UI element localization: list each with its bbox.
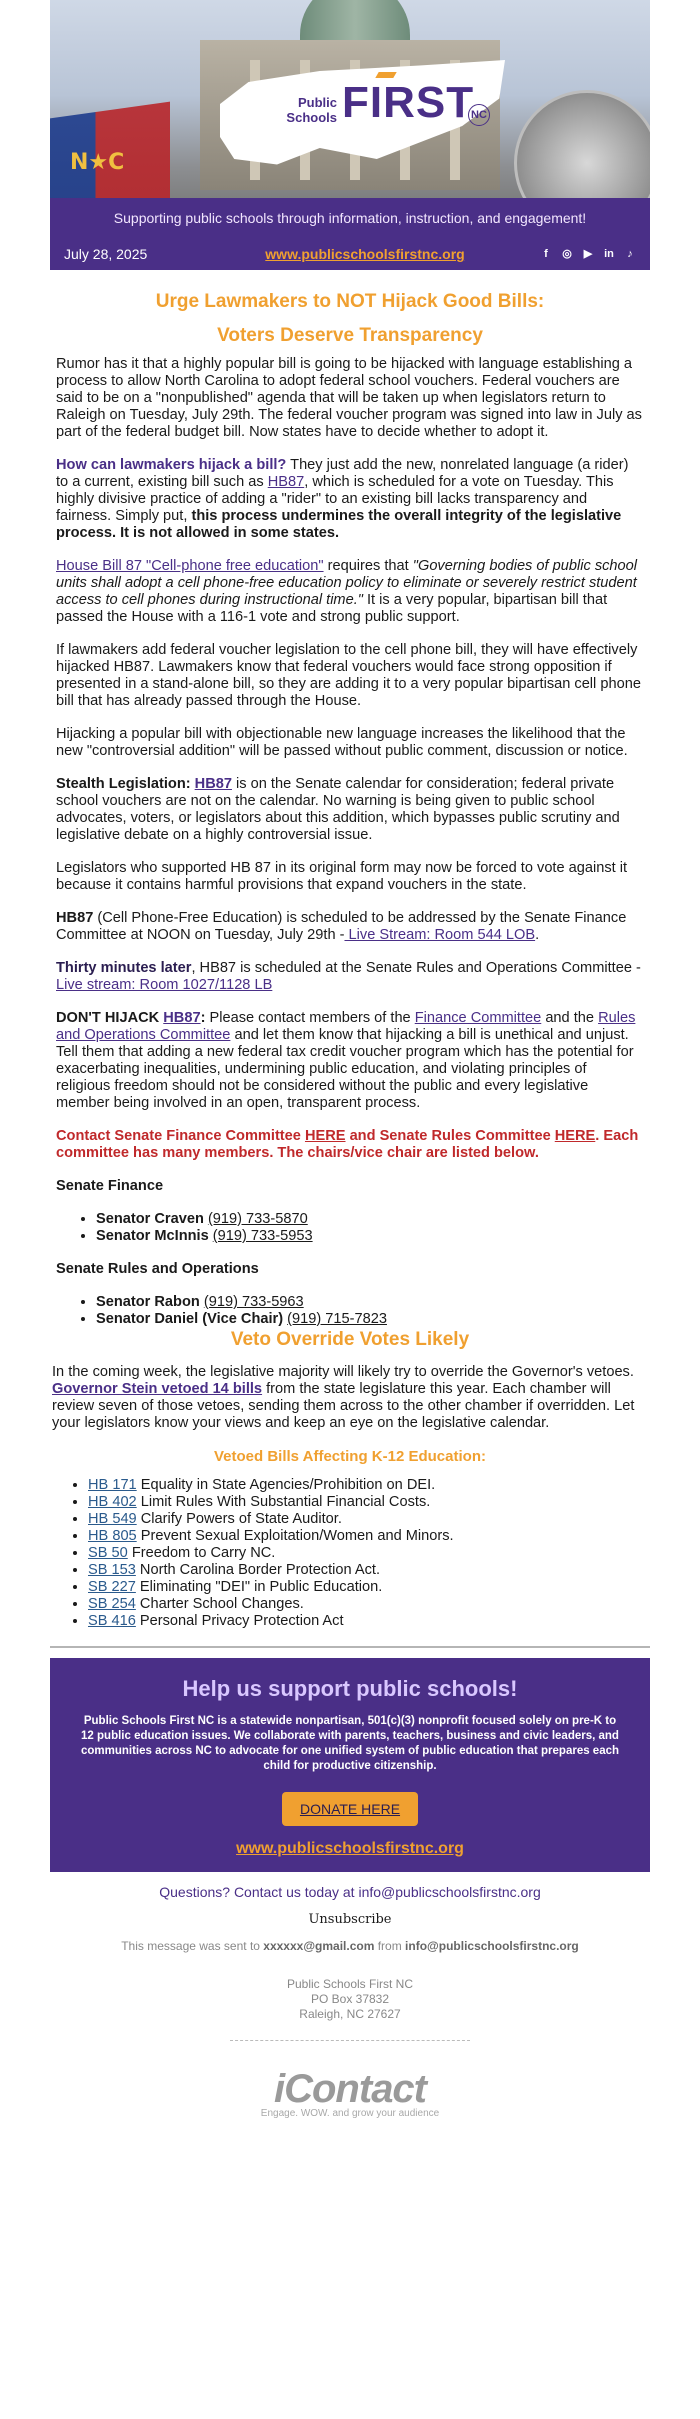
article-title-line1: Urge Lawmakers to NOT Hijack Good Bills:	[155, 291, 545, 312]
vetoed-bills-heading: Vetoed Bills Affecting K-12 Education:	[214, 1448, 486, 1465]
phone-link[interactable]: (919) 715-7823	[287, 1311, 387, 1327]
issue-date: July 28, 2025	[64, 246, 148, 262]
article-body	[50, 356, 650, 1328]
list-item: • HB 805 Prevent Sexual Exploitation/Women and Minors.	[88, 1528, 648, 1545]
support-text: Public Schools First NC is a statewide nonpartisan, 501(c)(3) nonprofit focused solely on pre-K to 12 public education issues. We collaborate with parents, teachers, business and civic leaders, and communities across NC to advocate for one unified system of public education that prepares each child for productive citizenship.	[80, 1715, 620, 1772]
hb87-cellphone-link[interactable]: House Bill 87 "Cell-phone free education"	[56, 558, 324, 574]
social-icons	[516, 248, 636, 260]
postal-address: Public Schools First NC PO Box 37832 Raleigh, NC 27627	[286, 1977, 414, 2021]
facebook-icon[interactable]: f	[544, 248, 548, 260]
rules-committee-link[interactable]: Rules and Operations Committee	[56, 1010, 636, 1043]
paragraph-stealth: Stealth Legislation: HB87 is on the Senate calendar for consideration; federal private school vouchers are not on the calendar. No warning is being given to public school advocates, voters, or legislators about this addition, which bypasses public scrutiny and legislative debate on a highly controversial issue.	[56, 776, 620, 843]
paragraph-federal: If lawmakers add federal voucher legislation to the cell phone bill, they will have effectively hijacked HB87. Lawmakers know that federal vouchers would face strong opposition if presented in a stand-alone bill, so they are adding it to a very popular bipartisan cell phone bill that has already passed through the House.	[56, 642, 641, 709]
list-item: • SB 227 Eliminating "DEI" in Public Education.	[88, 1579, 648, 1596]
veto-title: Veto Override Votes Likely	[230, 1329, 470, 1350]
paragraph-schedule: HB87 (Cell Phone-Free Education) is scheduled to be addressed by the Senate Finance Committee at NOON on Tuesday, July 29th - Live Stream: Room 544 LOB.	[56, 910, 627, 943]
finance-list	[56, 1211, 644, 1245]
flag-letters: N★C	[70, 150, 125, 175]
list-item: • Senator Rabon (919) 733-5963	[96, 1294, 644, 1311]
hb87-link[interactable]: HB87	[163, 1010, 201, 1026]
footer	[50, 1884, 650, 2119]
rules-list	[56, 1294, 644, 1328]
list-item: • Senator McInnis (919) 733-5953	[96, 1228, 644, 1245]
paragraph-likelihood: Hijacking a popular bill with objectionable new language increases the likelihood that the new "controversial addition" will be passed without public comment, discussion or notice.	[56, 726, 628, 759]
senate-rules-heading: Senate Rules and Operations	[56, 1261, 259, 1277]
support-section	[50, 1658, 650, 1872]
finance-committee-link[interactable]: Finance Committee	[414, 1010, 542, 1026]
logo-text-first: FIRST	[342, 78, 475, 127]
website-link[interactable]: www.publicschoolsfirstnc.org	[236, 1840, 464, 1857]
logo-text-small: Public Schools	[286, 95, 337, 125]
tagline: Supporting public schools through information, instruction, and engagement!	[50, 198, 650, 238]
paragraph-hijack: How can lawmakers hijack a bill? They just add the new, nonrelated language (a rider) to a current, existing bill such as HB87, which is scheduled for a vote on Tuesday. This highly divisive practice of adding a "rider" to an existing bill lacks transparency and fairness. Simply put, this process undermines the overall integrity of the legislative process. It is not allowed in some states.	[56, 457, 629, 541]
paragraph-hb87: House Bill 87 "Cell-phone free education" requires that "Governing bodies of public school units shall adopt a cell phone-free education policy to eliminate or severely restrict student access to cell phones during instructional time." It is a very popular, bipartisan bill that passed the House with a 116-1 vote and strong public support.	[56, 558, 638, 625]
vetoed-bills-list	[52, 1477, 648, 1630]
list-item: • SB 254 Charter School Changes.	[88, 1596, 648, 1613]
article-title-line2: Voters Deserve Transparency	[217, 325, 483, 346]
email-container	[50, 0, 650, 2119]
phone-link[interactable]: (919) 733-5963	[203, 1294, 304, 1310]
youtube-icon[interactable]: ▶	[583, 248, 593, 260]
divider	[50, 1646, 650, 1648]
list-item: • HB 402 Limit Rules With Substantial Financial Costs.	[88, 1494, 648, 1511]
senate-finance-heading: Senate Finance	[56, 1178, 164, 1194]
paragraph-dont-hijack: DON'T HIJACK HB87: Please contact members of the Finance Committee and the Rules and Operations Committee and let them know that hijacking a bill is unethical and unjust. Tell them that adding a new federal tax credit voucher program which has the potential for exacerbating inequalities, undermining public education, and violating principles of religious freedom should not be considered without the public and every legislative member being involved in an open, transparent process.	[56, 1010, 636, 1111]
tiktok-icon[interactable]: ♪	[627, 248, 633, 260]
hb87-link[interactable]: HB87	[194, 776, 232, 792]
icontact-tagline: Engage. WOW. and grow your audience	[260, 2108, 440, 2119]
rules-here-link[interactable]: HERE	[554, 1128, 596, 1144]
finance-here-link[interactable]: HERE	[304, 1128, 346, 1144]
list-item: • Senator Craven (919) 733-5870	[96, 1211, 644, 1228]
unsubscribe-link[interactable]: Unsubscribe	[308, 1912, 392, 1927]
contact-question[interactable]: Questions? Contact us today at info@publicschoolsfirstnc.org	[159, 1884, 541, 1900]
live-stream-1027-link[interactable]: Live stream: Room 1027/1128 LB	[56, 977, 273, 993]
live-stream-544-link[interactable]: Live Stream: Room 544 LOB	[344, 927, 536, 943]
bill-link[interactable]: SB 50	[88, 1545, 128, 1561]
donate-button[interactable]: DONATE HERE	[282, 1792, 418, 1826]
paragraph-supporters: Legislators who supported HB 87 in its original form may now be forced to vote against it because it contains harmful provisions that expand vouchers in the state.	[56, 860, 628, 893]
bill-link[interactable]: SB 254	[88, 1596, 136, 1612]
list-item: • HB 549 Clarify Powers of State Auditor.	[88, 1511, 648, 1528]
linkedin-icon[interactable]: in	[604, 248, 614, 260]
bill-link[interactable]: HB 402	[88, 1494, 137, 1510]
list-item: • SB 50 Freedom to Carry NC.	[88, 1545, 648, 1562]
divider	[230, 2040, 470, 2041]
hb87-link[interactable]: HB87	[267, 474, 305, 490]
phone-link[interactable]: (919) 733-5953	[212, 1228, 313, 1244]
list-item: • Senator Daniel (Vice Chair) (919) 715-7823	[96, 1311, 644, 1328]
list-item: • SB 153 North Carolina Border Protection Act.	[88, 1562, 648, 1579]
logo-text-nc: NC	[468, 104, 490, 126]
bill-link[interactable]: HB 805	[88, 1528, 137, 1544]
phone-link[interactable]: (919) 733-5870	[207, 1211, 308, 1227]
sent-notice: This message was sent to xxxxxx@gmail.com from info@publicschoolsfirstnc.org	[121, 1939, 579, 1953]
paragraph-contact: Contact Senate Finance Committee HERE and Senate Rules Committee HERE. Each committee has many members. The chairs/vice chair are listed below.	[56, 1128, 639, 1161]
info-bar	[50, 238, 650, 270]
list-item: • SB 416 Personal Privacy Protection Act	[88, 1613, 648, 1630]
bill-link[interactable]: SB 227	[88, 1579, 136, 1595]
support-title: Help us support public schools!	[182, 1676, 518, 1701]
icontact-logo[interactable]: iContact	[274, 2067, 426, 2111]
bill-link[interactable]: HB 549	[88, 1511, 137, 1527]
list-item: • HB 171 Equality in State Agencies/Prohibition on DEI.	[88, 1477, 648, 1494]
paragraph-rumor: Rumor has it that a highly popular bill is going to be hijacked with language establishing a process to allow North Carolina to adopt federal school vouchers. Federal vouchers are said to be on a "nonpublished" agenda that will be taken up when legislators return to Raleigh on Tuesday, July 29th. The federal voucher program was signed into law in July as part of the federal budget bill. Now states have to decide whether to adopt it.	[56, 356, 642, 440]
paragraph-rules: Thirty minutes later, HB87 is scheduled at the Senate Rules and Operations Committee - Live stream: Room 1027/1128 LB	[56, 960, 641, 993]
instagram-icon[interactable]: ◎	[562, 248, 572, 260]
bill-link[interactable]: SB 153	[88, 1562, 136, 1578]
bill-link[interactable]: SB 416	[88, 1613, 136, 1629]
paragraph-veto: In the coming week, the legislative majority will likely try to override the Governor's vetoes. Governor Stein vetoed 14 bills from the state legislature this year. Each chamber will review seven of those vetoes, sending them across to the other chamber if overridden. Let your legislators know your views and keep an eye on the legislative calendar.	[52, 1364, 635, 1431]
website-link[interactable]: www.publicschoolsfirstnc.org	[265, 246, 465, 262]
header-banner	[50, 0, 650, 238]
vetoed-bills-link[interactable]: Governor Stein vetoed 14 bills	[52, 1381, 263, 1397]
bill-link[interactable]: HB 171	[88, 1477, 137, 1493]
